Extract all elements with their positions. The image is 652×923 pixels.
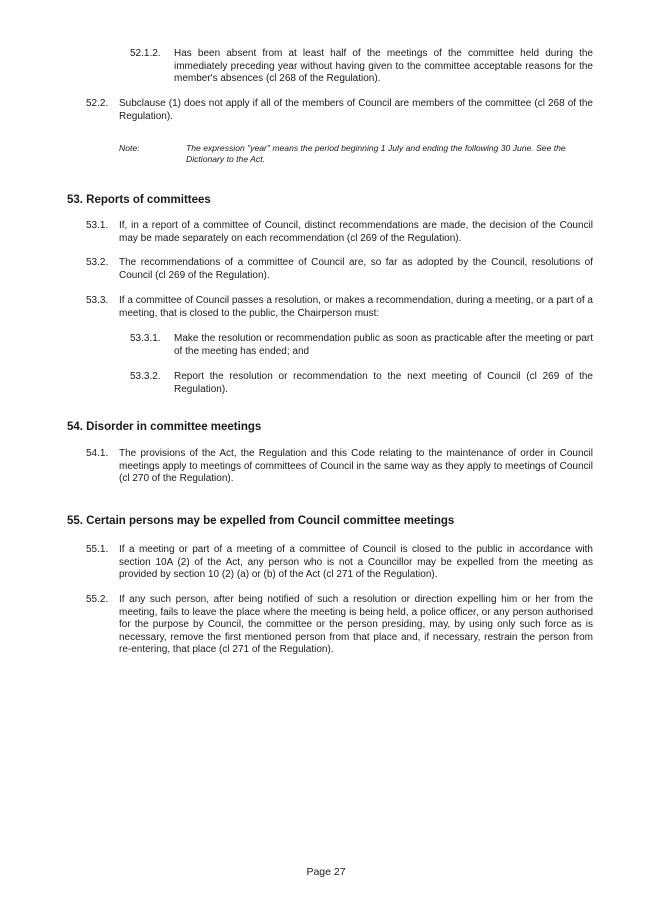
clause-54-1 bbox=[86, 448, 593, 486]
clause-text: Make the resolution or recommendation public as soon as practicable after the meeting or part of the meeting has ended; and bbox=[174, 333, 593, 357]
clause-text: Has been absent from at least half of the meetings of the committee held during the immediately preceding year without having given to the committee acceptable reasons for the member's absences (cl 268 of the Regulation). bbox=[174, 48, 593, 84]
section-heading-54: 54. Disorder in committee meetings bbox=[67, 421, 262, 433]
note bbox=[119, 143, 593, 165]
clause-text: If any such person, after being notified of such a resolution or direction expelling him or her from the meeting, fails to leave the place where the meeting is being held, a police officer, or any person authorised for the purpose by Council, the committee or the person presiding, may, by using only such force as is necessary, remove the first mentioned person from that place and, if necessary, restrain the person from re-entering, that place (cl 271 of the Regulation). bbox=[119, 594, 593, 655]
clause-53-3 bbox=[86, 295, 593, 320]
clause-number: 55.2. bbox=[86, 594, 109, 605]
clause-text: Report the resolution or recommendation to the next meeting of Council (cl 269 of the Regulation). bbox=[174, 371, 593, 395]
clause-53-3-2 bbox=[130, 371, 593, 396]
section-heading-53: 53. Reports of committees bbox=[67, 194, 211, 206]
page-number: Page 27 bbox=[306, 866, 346, 878]
clause-53-2 bbox=[86, 257, 593, 282]
clause-number: 52.2. bbox=[86, 98, 109, 109]
clause-52-1-2 bbox=[130, 48, 593, 86]
clause-52-2 bbox=[86, 98, 593, 123]
clause-number: 53.1. bbox=[86, 220, 109, 231]
clause-number: 55.1. bbox=[86, 544, 109, 555]
clause-text: The recommendations of a committee of Council are, so far as adopted by the Council, resolutions of Council (cl 269 of the Regulation). bbox=[119, 257, 593, 281]
clause-number: 53.3.2. bbox=[130, 371, 161, 382]
note-label: Note: bbox=[119, 143, 140, 153]
note-text: The expression "year" means the period beginning 1 July and ending the following 30 June. See the Dictionary to the Act. bbox=[186, 143, 566, 164]
clause-55-1 bbox=[86, 544, 593, 582]
clause-text: If a meeting or part of a meeting of a committee of Council is closed to the public in accordance with section 10A (2) of the Act, any person who is not a Councillor may be expelled from the meeting as provided by section 10 (2) (a) or (b) of the Act (cl 271 of the Regulation). bbox=[119, 544, 593, 580]
clause-number: 54.1. bbox=[86, 448, 109, 459]
clause-text: Subclause (1) does not apply if all of the members of Council are members of the committee (cl 268 of the Regulation). bbox=[119, 98, 593, 122]
clause-text: If a committee of Council passes a resolution, or makes a recommendation, during a meeting, or a part of a meeting, that is closed to the public, the Chairperson must: bbox=[119, 295, 593, 319]
clause-number: 53.3.1. bbox=[130, 333, 161, 344]
clause-number: 52.1.2. bbox=[130, 48, 161, 59]
clause-text: If, in a report of a committee of Council, distinct recommendations are made, the decision of the Council may be made separately on each recommendation (cl 269 of the Regulation). bbox=[119, 220, 593, 244]
clause-53-1 bbox=[86, 220, 593, 245]
clause-text: The provisions of the Act, the Regulation and this Code relating to the maintenance of order in Council meetings apply to meetings of committees of Council in the same way as they apply to meetings of Council (cl 270 of the Regulation). bbox=[119, 448, 593, 484]
section-heading-55: 55. Certain persons may be expelled from Council committee meetings bbox=[67, 515, 455, 527]
clause-55-2 bbox=[86, 594, 593, 657]
clause-number: 53.2. bbox=[86, 257, 109, 268]
clause-53-3-1 bbox=[130, 333, 593, 358]
clause-number: 53.3. bbox=[86, 295, 109, 306]
